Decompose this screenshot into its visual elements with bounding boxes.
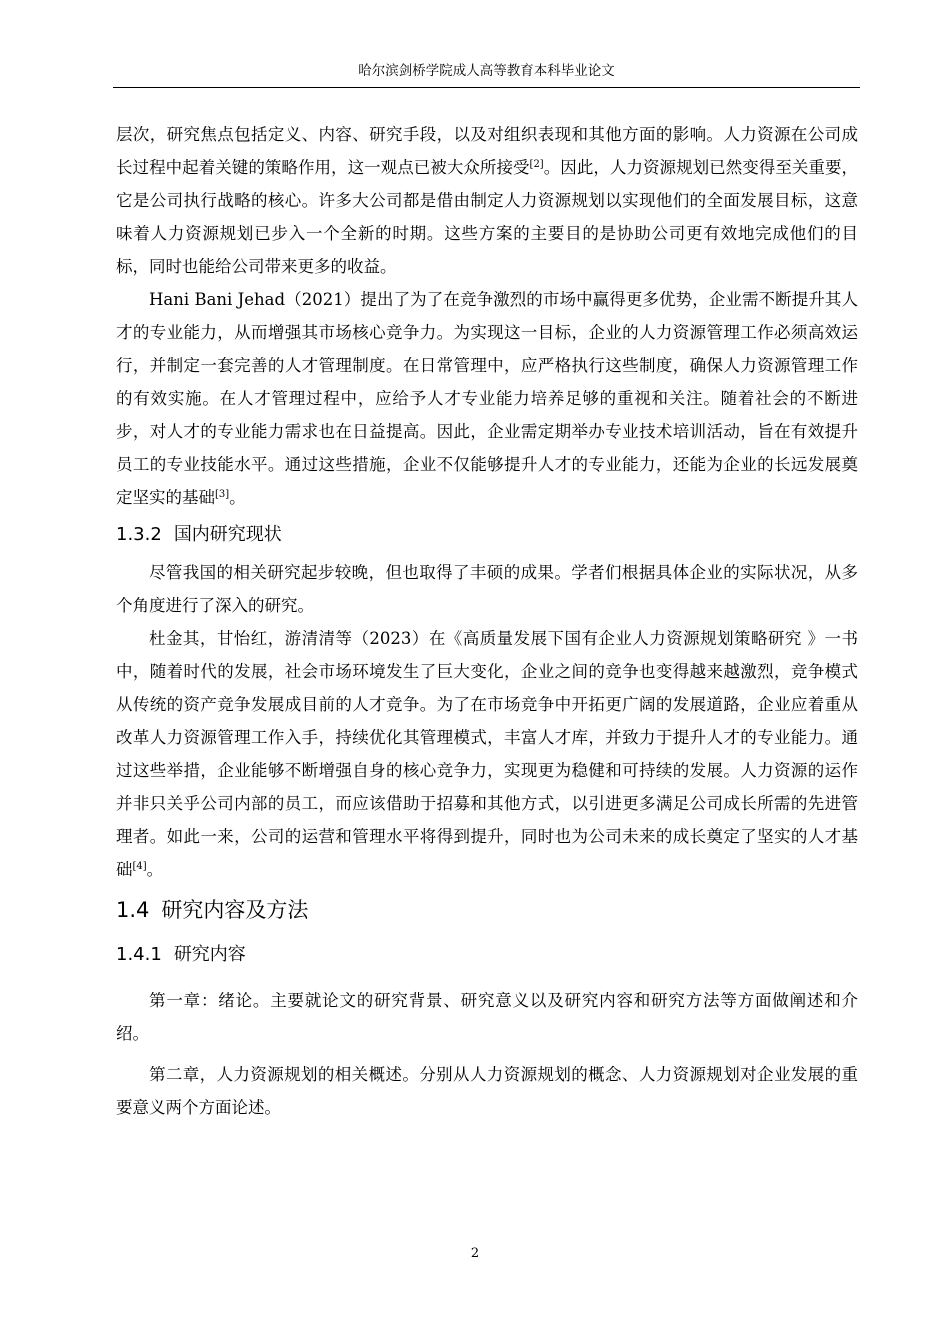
paragraph-text-tail: 。 [229,488,246,507]
paragraph-text-tail: 。 [146,860,164,879]
paragraph-du-jinqi [116,622,858,886]
paragraph-text-tail: 。因此，人力资源规划已然变得至关重要，它是公司执行战略的核心。许多大公司都是借由制定人力资源规划以实现他们的全面发展目标，这意味着人力资源规划已步入一个全新的时期。这些方案的主要目的是协助公司更有效地完成他们的目标，同时也能给公司带来更多的收益。 [116,158,859,276]
paragraph-text: 尽管我国的相关研究起步较晚，但也取得了丰硕的成果。学者们根据具体企业的实际状况，从多个角度进行了深入的研究。 [116,563,858,615]
section-number: 1.4 [116,898,150,922]
header-rule [113,87,860,88]
citation-ref: [4] [132,861,147,872]
document-body [116,118,858,1124]
page-number: 2 [470,1246,480,1261]
section-heading-1-3-2 [116,514,858,556]
paragraph-continued [116,118,858,283]
section-title: 国内研究现状 [173,524,282,545]
citation-ref: [2] [529,159,544,170]
paragraph-text: 第二章，人力资源规划的相关概述。分别从人力资源规划的概念、人力资源规划对企业发展的重要意义两个方面论述。 [116,1065,858,1117]
paragraph-hani-bani-jehad [116,283,858,514]
section-heading-1-4 [116,886,858,934]
paragraph-text: 第一章：绪论。主要就论文的研究背景、研究意义以及研究内容和研究方法等方面做阐述和介绍。 [116,991,858,1043]
paragraph-text: 杜金其，甘怡红，游清清等（2023）在《高质量发展下国有企业人力资源规划策略研究 》一书中，随着时代的发展，社会市场环境发生了巨大变化，企业之间的竞争也变得越来越激烈，竞争模式从传统的资产竞争发展成目前的人才竞争。为了在市场竞争中开拓更广阔的发展道路，企业应着重从改革人力资源管理工作入手，持续优化其管理模式，丰富人才库，并致力于提升人才的专业能力。通过这些举措，企业能够不断增强自身的核心竞争力，实现更为稳健和可持续的发展。人力资源的运作并非只关乎公司内部的员工，而应该借助于招募和其他方式，以引进更多满足公司成长所需的先进管理者。如此一来，公司的运营和管理水平将得到提升，同时也为公司未来的成长奠定了坚实的人才基础 [116,629,858,879]
section-number: 1.4.1 [116,944,162,965]
section-title: 研究内容及方法 [161,898,309,922]
paragraph-chapter-two [116,1058,858,1124]
paragraph-chapter-one [116,984,858,1050]
section-heading-1-4-1 [116,934,858,976]
paragraph-domestic-intro [116,556,858,622]
paragraph-text: Hani Bani Jehad（2021）提出了为了在竞争激烈的市场中赢得更多优势，企业需不断提升其人才的专业能力，从而增强其市场核心竞争力。为实现这一目标，企业的人力资源管理工作必须高效运行，并制定一套完善的人才管理制度。在日常管理中，应严格执行这些制度，确保人力资源管理工作的有效实施。在人才管理过程中，应给予人才专业能力培养足够的重视和关注。随着社会的不断进步，对人才的专业能力需求也在日益提高。因此，企业需定期举办专业技术培训活动，旨在有效提升员工的专业技能水平。通过这些措施，企业不仅能够提升人才的专业能力，还能为企业的长远发展奠定坚实的基础 [116,290,858,507]
paragraph-text: 层次，研究焦点包括定义、内容、研究手段，以及对组织表现和其他方面的影响。人力资源在公司成长过程中起着关键的策略作用，这一观点已被大众所接受 [116,125,858,177]
section-number: 1.3.2 [116,524,162,545]
running-header: 哈尔滨剑桥学院成人高等教育本科毕业论文 [358,63,615,79]
citation-ref: [3] [215,489,230,500]
section-title: 研究内容 [173,944,246,965]
